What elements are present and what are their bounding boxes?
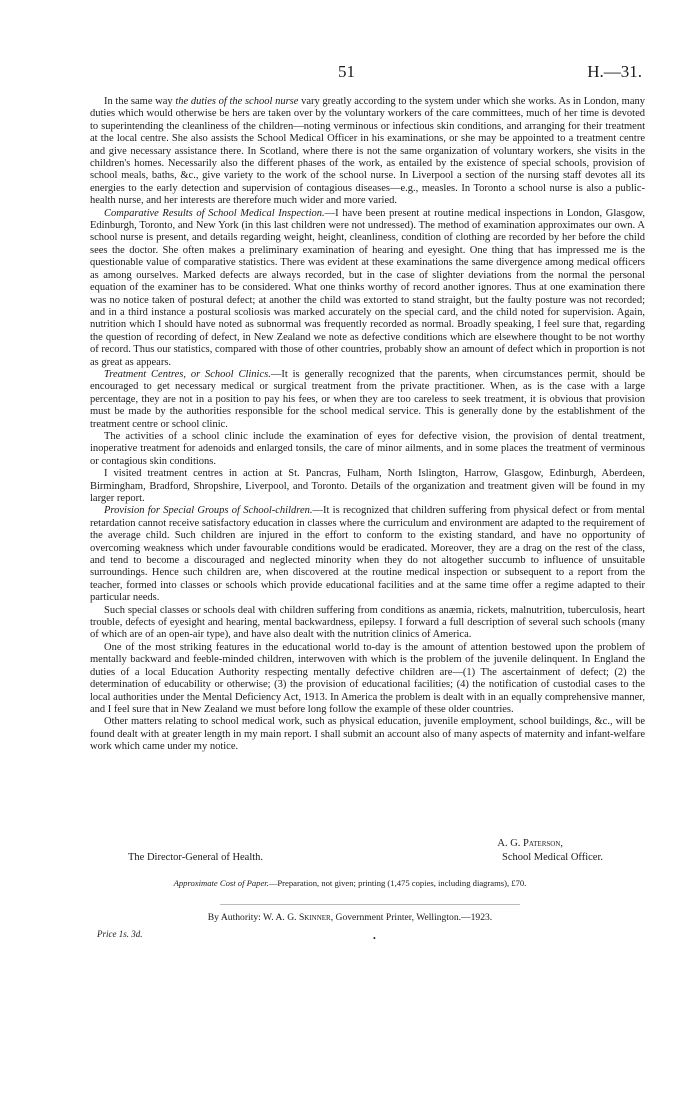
- paragraph-special-groups: [90, 505, 645, 604]
- ink-dot: •: [373, 934, 376, 943]
- addressee: The Director-General of Health.: [128, 852, 264, 863]
- page-number: 51: [338, 62, 355, 81]
- section-heading: Treatment Centres, or School Clinics.: [104, 368, 271, 380]
- section-heading: Comparative Results of School Medical Inspection.: [104, 207, 325, 219]
- authority-prefix: By Authority: W. A. G.: [207, 912, 299, 923]
- paragraph-text: —It is generally recognized that the parents, when circumstances permit, should be encouraged to get necessary medical or surgical treatment from the private practitioner. When, as is the case with a large percentage, they are not in a position to pay his fees, or when they are too careless to seek treatment, it is obvious that provision must be made by the authorities responsible for the school medical service. This is generally done by the establishment of the treatment centre or school clinic.: [90, 368, 645, 430]
- cost-of-paper: [0, 878, 700, 888]
- divider: [220, 904, 520, 905]
- paragraph-italic: the duties of the school nurse: [175, 96, 299, 107]
- paragraph-school-nurse: [90, 96, 645, 208]
- page-header: [0, 62, 700, 86]
- paragraph-special-classes: Such special classes or schools deal with children suffering from conditions as anæmia, rickets, malnutrition, tuberculosis, heart trouble, defects of eyesight and hearing, mental backwardness, epilepsy. I forward a full description of several such schools (many of which are of an open-air type), and have also dealt with the nutrition clinics of America.: [90, 604, 645, 641]
- document-reference: H.—31.: [587, 62, 642, 81]
- paragraph-text: —I have been present at routine medical inspections in London, Glasgow, Edinburgh, Toronto, and New York (in this last children were not undressed). The method of examination approximates our own. A school nurse is present, and details regarding weight, height, cleanliness, condition of clothing are recorded by her before the child sees the doctor. She often makes a preliminary examination of hearing and eyesight. One thing that has impressed me is the questionable value of comparative statistics. There was evident at these examinations the same divergence among medical officers as among ourselves. Marked defects are always recorded, but in the case of slighter deviations from the normal the personal equation of the examiner has to be considered. What one thinks worthy of record another ignores. Thus at one examination there was no notice taken of postural defect; at another the child was extorted to stand straight, but the faulty posture was not recorded; and in a third instance a postural scoliosis was marked accurately on the special card, and the child noted for supervision. Again, nutrition which I should have noted as subnormal was frequently recorded as normal. Broadly speaking, I feel sure that, regarding the question of recording of defect, in New Zealand we note as defective conditions which are elsewhere thought to be not worthy of record. Thus our statistics, compared with those of other countries, probably show an amount of defect which in proportion is not as great as appears.: [90, 207, 646, 368]
- paragraph-mental-deficiency: One of the most striking features in the educational world to-day is the amount of attention bestowed upon the problem of mentally backward and feeble-minded children, interwoven with which is the problem of the juvenile delinquent. In England the duties of a local Education Authority respecting mentally defective children are—(1) The ascertainment of defect; (2) the determination of educability or otherwise; (3) the provision of educational facilities; (4) the notification of custodial cases to the local authorities under the Mental Deficiency Act, 1913. In America the problem is dealt with in an equally comprehensive manner, and I feel sure that in New Zealand we must before long follow the example of these older countries.: [90, 641, 645, 715]
- paragraph-clinic-activities: The activities of a school clinic include the examination of eyes for defective vision, the provision of dental treatment, inoperative treatment for adenoids and enlarged tonsils, the care of minor ailments, and in some places the treatment of verminous or contagious skin conditions.: [90, 430, 645, 467]
- authority-suffix: , Government Printer, Wellington.—1923.: [330, 912, 493, 923]
- signatory-name: A. G. Paterson,: [497, 838, 563, 849]
- signatory-title: School Medical Officer.: [502, 852, 603, 863]
- cost-label: Approximate Cost of Paper.: [173, 878, 269, 888]
- price: Price 1s. 3d.: [97, 929, 143, 939]
- paragraph-treatment-centres: [90, 369, 645, 431]
- paragraph-text: —It is recognized that children suffering from physical defect or from mental retardation cannot receive satisfactory education in classes where the curriculum and environment are adapted to the requirement of the average child. Such children are injured in the effort to conform to the existing standard, and have no opportunity of overcoming weakness which under favourable conditions would be eradicated. Moreover, they are a drag on the rest of the class, and tend to become a discouraged and neglected minority when they do not altogether succumb to influence of unsuitable surroundings. Hence such children are, when discovered at the routine medical inspection or subsequent to a report from the teacher, formed into classes or schools which provide educational facilities and at the same time offer a regime adapted to their particular needs.: [90, 505, 645, 604]
- paragraph-visited-centres: I visited treatment centres in action at St. Pancras, Fulham, North Islington, Harrow, Glasgow, Edinburgh, Aberdeen, Birmingham, Bradford, Shropshire, Liverpool, and Toronto. Details of the organization and treatment given will be found in my larger report.: [90, 468, 645, 504]
- cost-text: —Preparation, not given; printing (1,475 copies, including diagrams), £70.: [268, 878, 527, 888]
- paragraph-text: vary greatly according to the system under which she works. As in London, many duties which would otherwise be hers are taken over by the voluntary workers of the care committees, much of her time is devoted to superintending the cleanliness of the children—noting verminous or infectious skin conditions, and arranging for their treatment at the local centre. She also assists the School Medical Officer in his examinations, or she may be appointed to a treatment centre and give necessary assistance there. In Scotland, where there is not the same organization of voluntary workers, she visits in the children's homes. Necessarily also the different phases of the work, as entailed by the existence of special schools, provision of school meals, baths, &c., give variety to the work of the school nurse. In Liverpool a section of the nursing staff devotes all its energies to the early detection and supervision of contagious diseases—e.g., measles. In Toronto a school nurse is also a public-health nurse, and her interests are therefore much wider and more varied.: [90, 96, 645, 207]
- paragraph-prefix: In the same way: [104, 96, 176, 107]
- paragraph-comparative-results: [90, 208, 645, 369]
- printer-name: Skinner: [298, 912, 331, 923]
- printing-authority: [0, 912, 700, 923]
- body-text: [90, 96, 645, 754]
- section-heading: Provision for Special Groups of School-children.: [104, 505, 313, 517]
- paragraph-other-matters: Other matters relating to school medical work, such as physical education, juvenile employment, school buildings, &c., will be found dealt with at greater length in my main report. I shall submit an account also of many aspects of maternity and infant-welfare work which came under my notice.: [90, 716, 645, 753]
